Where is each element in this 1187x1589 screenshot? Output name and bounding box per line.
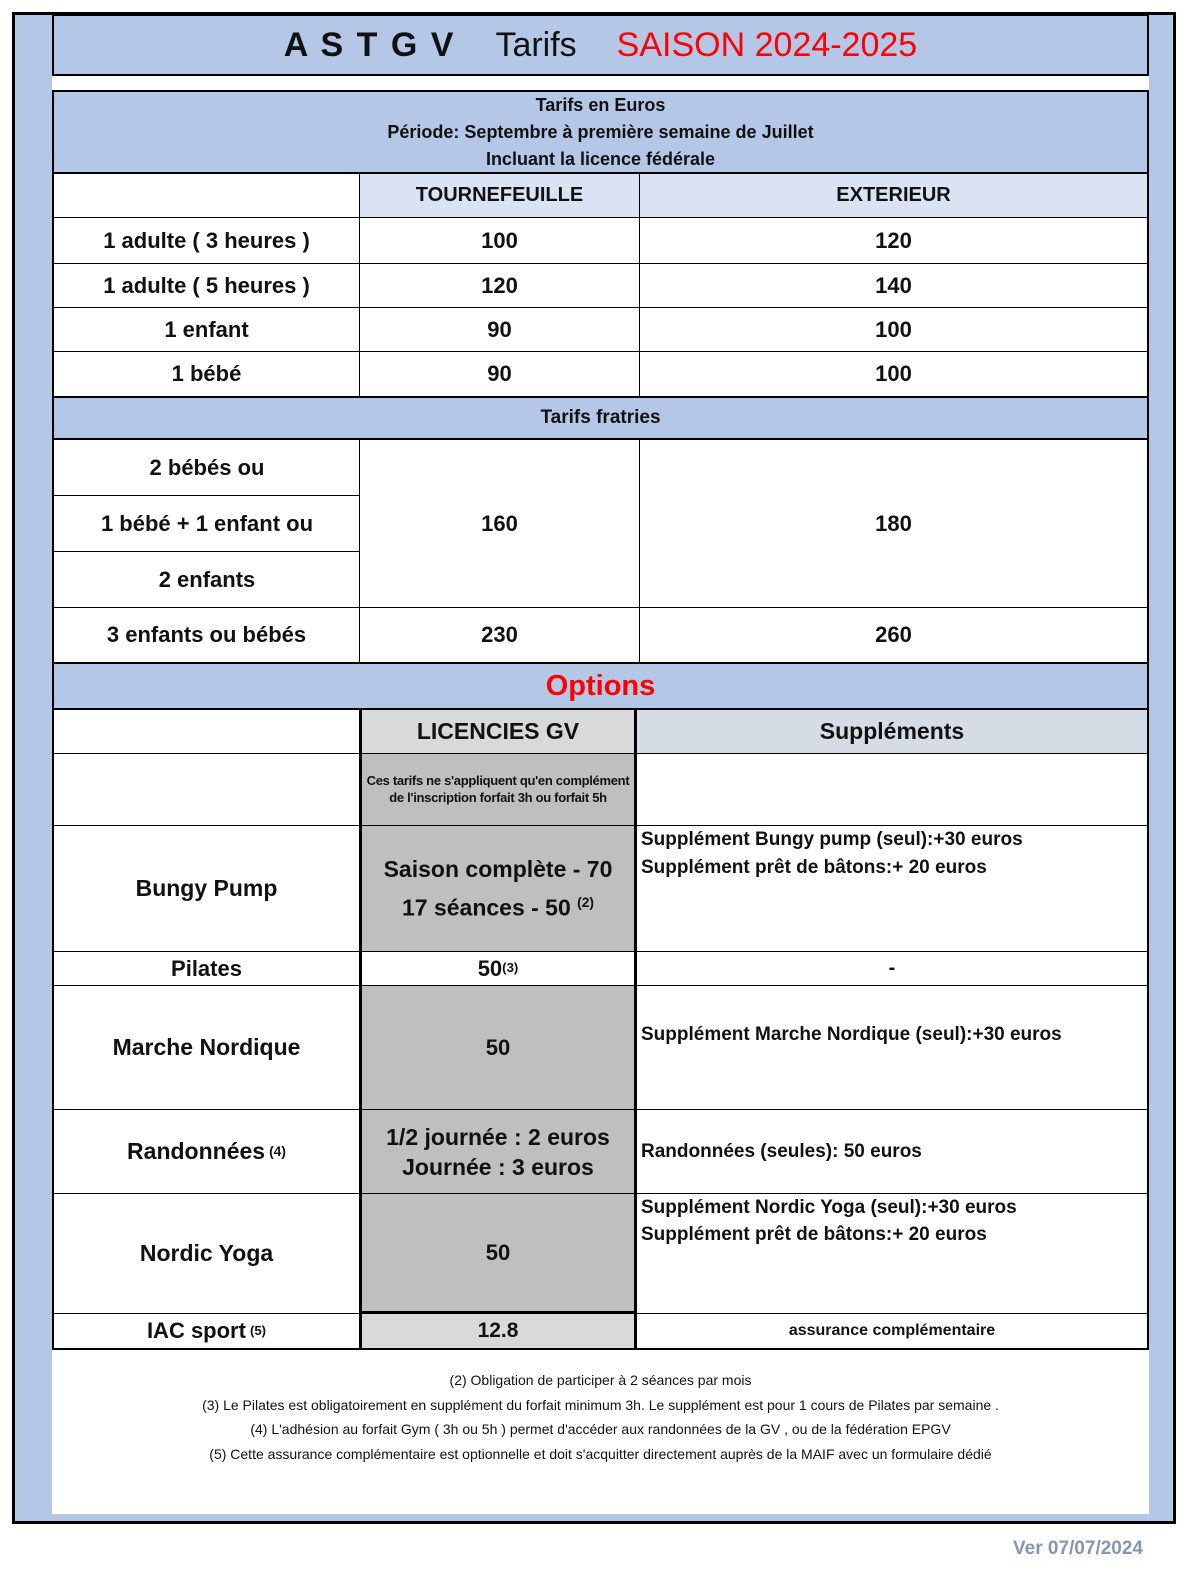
option-price-bungy (359, 826, 637, 952)
season-label: SAISON 2024-2025 (616, 25, 918, 64)
options-table (52, 710, 1149, 1350)
fratrie-row3-label: 3 enfants ou bébés (106, 622, 307, 648)
rando-price-line-2: Journée : 3 euros (402, 1153, 594, 1180)
col-tournefeuille: TOURNEFEUILLE (359, 174, 639, 218)
option-label-rando (54, 1110, 359, 1194)
fratrie-group-exterieur: 180 (639, 440, 1147, 608)
option-price-rando (359, 1110, 637, 1194)
fratries-title: Tarifs fratries (540, 407, 661, 428)
col-supplements: Suppléments (637, 710, 1147, 754)
rates-header-empty (54, 174, 359, 218)
option-label-iac (54, 1314, 359, 1348)
option-supp-yoga (637, 1194, 1147, 1314)
rate-label: 1 adulte ( 5 heures ) (54, 264, 359, 308)
bungy-price-note: (2) (577, 895, 595, 911)
yoga-supp-line-2: Supplément prêt de bâtons:+ 20 euros (641, 1224, 987, 1245)
rate-tournefeuille: 90 (359, 308, 639, 352)
footnotes (52, 1368, 1149, 1466)
option-price-pilates (359, 952, 637, 986)
iac-label-note: (5) (249, 1322, 267, 1338)
rate-label: 1 bébé (171, 361, 242, 387)
rate-tournefeuille: 90 (359, 352, 639, 396)
bungy-supp-line-1: Supplément Bungy pump (seul):+30 euros (641, 829, 1023, 850)
option-supp-rando: Randonnées (seules): 50 euros (637, 1110, 1147, 1194)
option-label-pilates: Pilates (54, 952, 359, 986)
rate-label: 1 adulte ( 3 heures ) (54, 218, 359, 264)
rate-exterieur: 120 (639, 218, 1147, 264)
footnote: (2) Obligation de participer à 2 séances par mois (449, 1372, 752, 1388)
fratrie-label: 2 bébés ou (54, 440, 360, 496)
option-price-yoga: 50 (359, 1194, 637, 1314)
options-header-empty (54, 710, 359, 754)
fratrie-label: 1 bébé + 1 enfant ou (54, 496, 360, 552)
footnote: (4) L'adhésion au forfait Gym ( 3h ou 5h ) permet d'accéder aux randonnées de la GV , ou de la fédération EPGV (250, 1421, 951, 1437)
info-line-1: Tarifs en Euros (535, 94, 666, 115)
title-word: Tarifs (495, 25, 577, 64)
bungy-price-line-1: Saison complète - 70 (383, 856, 613, 883)
title-bar (52, 14, 1149, 76)
footnote: (3) Le Pilates est obligatoirement en supplément du forfait minimum 3h. Le supplément est pour 1 cours de Pilates par semaine . (202, 1396, 999, 1413)
col-licencies: LICENCIES GV (359, 710, 637, 754)
options-title: Options (545, 669, 656, 702)
rate-label: 1 enfant (54, 308, 359, 352)
options-bar (52, 664, 1149, 710)
pilates-price-note: (3) (502, 960, 519, 976)
fratrie-row3-exterieur: 260 (639, 608, 1147, 662)
fratrie-row3-tournefeuille: 230 (359, 608, 639, 662)
note-row-empty (54, 754, 359, 826)
note-row-supp-empty (637, 754, 1147, 826)
rate-exterieur: 140 (639, 264, 1147, 308)
option-supp-marche: Supplément Marche Nordique (seul):+30 euros (637, 986, 1147, 1110)
info-line-3: Incluant la licence fédérale (485, 148, 716, 169)
option-price-marche: 50 (359, 986, 637, 1110)
info-bar (52, 90, 1149, 174)
fratrie-label: 2 enfants (54, 552, 360, 608)
rando-price-line-1: 1/2 journée : 2 euros (386, 1123, 610, 1150)
option-supp-bungy (637, 826, 1147, 952)
footnote: (5) Cette assurance complémentaire est optionnelle et doit s'acquitter directement auprès de la MAIF avec un formulaire dédié (209, 1445, 992, 1462)
club-name: A S T G V (283, 25, 456, 64)
options-note: Ces tarifs ne s'appliquent qu'en complément de l'inscription forfait 3h ou forfait 5h (359, 754, 637, 826)
rando-label-note: (4) (269, 1143, 286, 1159)
version-label: Ver 07/07/2024 (1013, 1538, 1143, 1559)
bungy-price-line-2 (402, 886, 594, 925)
info-line-2: Période: Septembre à première semaine de Juillet (387, 121, 814, 142)
col-exterieur: EXTERIEUR (639, 174, 1147, 218)
rate-tournefeuille: 120 (359, 264, 639, 308)
bungy-supp-line-2: Supplément prêt de bâtons:+ 20 euros (641, 857, 987, 878)
fratrie-group-tournefeuille: 160 (359, 440, 639, 608)
rando-label: Randonnées (127, 1138, 266, 1165)
option-label-marche: Marche Nordique (54, 986, 359, 1110)
rate-exterieur: 100 (639, 308, 1147, 352)
option-supp-pilates: - (637, 952, 1147, 986)
option-label-bungy: Bungy Pump (54, 826, 359, 952)
option-price-iac: 12.8 (359, 1314, 637, 1348)
rate-tournefeuille: 100 (359, 218, 639, 264)
rate-exterieur: 100 (639, 352, 1147, 396)
yoga-supp-line-1: Supplément Nordic Yoga (seul):+30 euros (641, 1197, 1017, 1218)
pilates-price: 50 (477, 955, 503, 981)
fratries-table (52, 440, 1149, 664)
bungy-price-text: 17 séances - 50 (401, 894, 571, 921)
rates-table (52, 174, 1149, 398)
option-supp-iac: assurance complémentaire (788, 1322, 996, 1339)
fratries-bar (52, 398, 1149, 440)
option-label-yoga: Nordic Yoga (54, 1194, 359, 1314)
iac-label: IAC sport (146, 1318, 246, 1344)
